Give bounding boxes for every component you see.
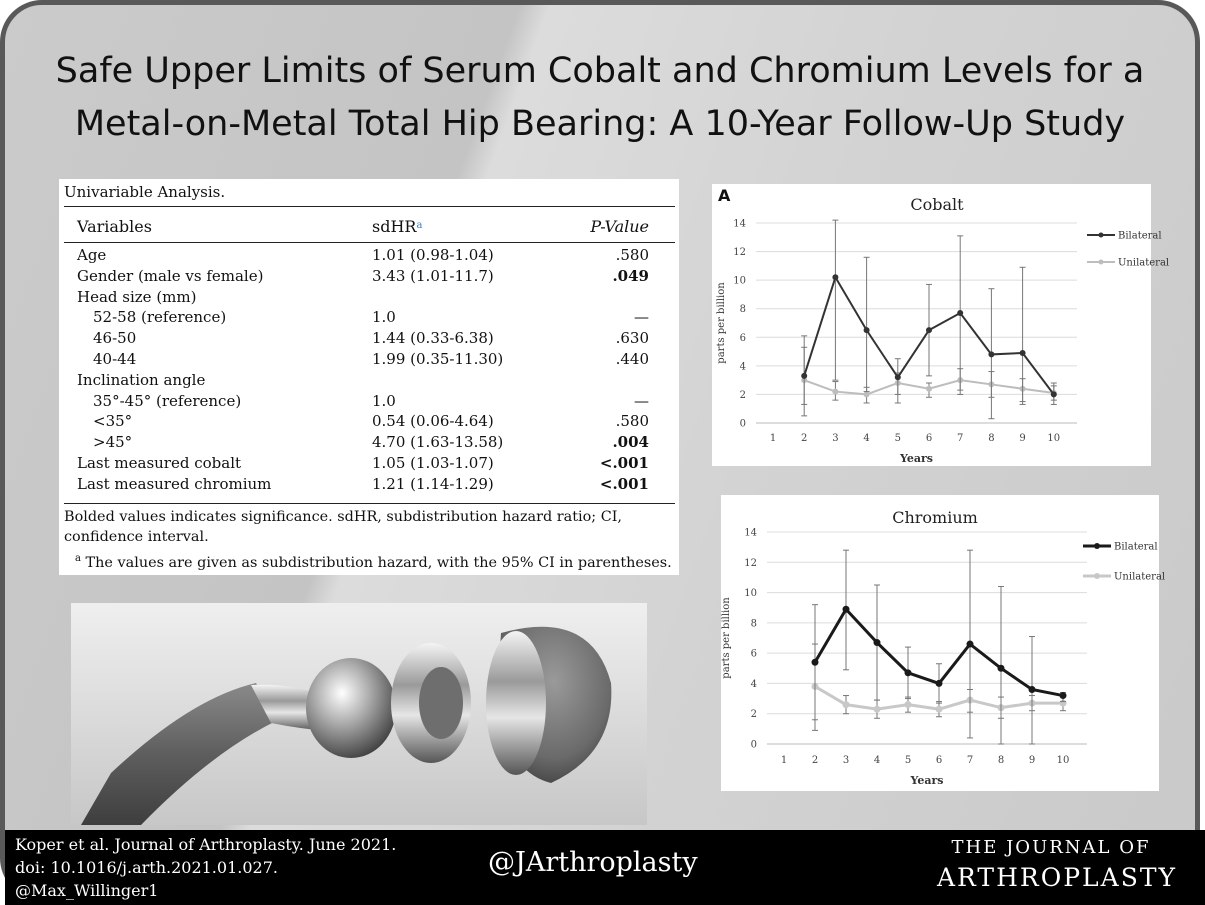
data-point <box>926 386 932 392</box>
citation <box>15 833 396 902</box>
legend-swatch-marker <box>1094 543 1100 549</box>
row-p-value: .580 <box>615 246 649 264</box>
y-tick-label: 6 <box>750 648 757 660</box>
table-row <box>59 245 679 266</box>
citation-line-2: doi: 10.1016/j.arth.2021.01.027. <box>15 858 278 877</box>
journal-handle: @JArthroplasty <box>488 847 698 878</box>
table-row <box>59 307 679 328</box>
data-point <box>843 606 850 613</box>
cobalt-chart-panel <box>712 184 1170 466</box>
data-point <box>967 641 974 648</box>
data-point <box>957 310 963 316</box>
sleeve-bore <box>419 667 463 739</box>
y-tick-label: 0 <box>739 418 746 430</box>
row-sdhr: 3.43 (1.01-11.7) <box>372 266 494 285</box>
x-tick-label: 7 <box>957 433 964 444</box>
x-tick-label: 9 <box>1028 755 1036 766</box>
citation-line-3: @Max_Willinger1 <box>15 881 159 900</box>
data-point <box>864 391 870 397</box>
univariable-table <box>59 179 679 575</box>
table-caption: Univariable Analysis. <box>64 183 226 201</box>
row-p-value: — <box>634 391 649 410</box>
row-variable: Head size (mm) <box>77 287 197 306</box>
table-row <box>59 266 679 287</box>
table-row <box>59 370 679 391</box>
table-top-rule <box>64 206 675 207</box>
row-variable: 35°-45° (reference) <box>93 391 242 410</box>
row-p-value: <.001 <box>599 454 649 472</box>
y-axis-title: parts per billion <box>721 597 732 679</box>
data-point <box>988 351 994 357</box>
row-variable: 52-58 (reference) <box>93 308 227 327</box>
legend-label: Bilateral <box>1114 541 1158 553</box>
row-p-value: .004 <box>612 433 649 452</box>
legend-swatch-marker <box>1094 573 1100 579</box>
title-line-2: Metal-on-Metal Total Hip Bearing: A 10-Year Follow-Up Study <box>74 104 1126 144</box>
x-axis-title: Years <box>910 774 944 787</box>
row-sdhr: 1.0 <box>372 308 396 327</box>
legend-swatch-marker <box>1099 233 1104 238</box>
y-tick-label: 10 <box>733 275 746 287</box>
row-variable: Age <box>77 246 107 264</box>
row-p-value: .049 <box>612 266 649 285</box>
row-variable: >45° <box>93 433 133 452</box>
row-sdhr: 1.0 <box>372 391 396 410</box>
row-p-value: .630 <box>615 329 649 348</box>
x-tick-label: 9 <box>1019 433 1026 444</box>
x-tick-label: 10 <box>1056 755 1070 766</box>
data-point <box>832 274 838 280</box>
x-tick-label: 2 <box>801 433 808 444</box>
table-row <box>59 474 679 495</box>
table-row <box>59 328 679 349</box>
legend-label: Unilateral <box>1118 257 1170 269</box>
table-row <box>59 349 679 370</box>
data-point <box>874 706 881 713</box>
cup-rim <box>486 631 546 775</box>
data-point <box>843 701 850 708</box>
y-axis-title: parts per billion <box>716 282 727 364</box>
row-sdhr: 1.21 (1.14-1.29) <box>372 474 494 493</box>
y-tick-label: 4 <box>750 678 757 690</box>
row-sdhr: 1.01 (0.98-1.04) <box>372 246 494 264</box>
note-footnote-text: The values are given as subdistribution hazard, with the 95% CI in parentheses. <box>85 554 672 571</box>
data-point <box>864 327 870 333</box>
row-variable: Inclination angle <box>77 370 206 389</box>
legend-swatch-marker <box>1099 260 1104 265</box>
chart-title: Cobalt <box>910 195 964 214</box>
data-point <box>801 373 807 379</box>
row-sdhr: 1.44 (0.33-6.38) <box>372 329 494 348</box>
table-header-row <box>59 216 679 237</box>
table-note-significance: Bolded values indicates significance. sdHR, subdistribution hazard ratio; CI, confidence interval. <box>64 509 623 545</box>
data-point <box>905 701 912 708</box>
y-tick-label: 0 <box>750 739 757 751</box>
row-sdhr: 1.05 (1.03-1.07) <box>372 454 494 472</box>
x-tick-label: 8 <box>988 433 995 444</box>
x-tick-label: 4 <box>863 433 870 444</box>
row-p-value: <.001 <box>599 474 649 493</box>
y-tick-label: 10 <box>744 588 757 600</box>
header-sdhr <box>372 216 422 237</box>
page-title <box>15 45 1185 151</box>
row-variable: Gender (male vs female) <box>77 266 264 285</box>
data-point <box>905 669 912 676</box>
header-sdhr-footnote-mark: a <box>416 220 423 231</box>
header-variables: Variables <box>77 217 152 236</box>
x-tick-label: 4 <box>873 755 881 766</box>
note-footnote-mark: a <box>75 553 81 564</box>
row-variable: Last measured cobalt <box>77 454 242 472</box>
y-tick-label: 8 <box>739 304 746 316</box>
x-tick-label: 3 <box>842 755 850 766</box>
row-variable: 40-44 <box>93 350 137 368</box>
row-sdhr: 4.70 (1.63-13.58) <box>372 433 504 452</box>
row-p-value: .580 <box>615 412 649 431</box>
x-tick-label: 3 <box>832 433 839 444</box>
row-variable: <35° <box>93 412 133 431</box>
footer-bar <box>5 830 1205 905</box>
table-row <box>59 411 679 432</box>
data-point <box>812 659 819 666</box>
data-point <box>1051 391 1057 397</box>
x-tick-label: 6 <box>925 433 933 444</box>
journal-logo-line-1: THE JOURNAL OF <box>951 837 1151 858</box>
y-tick-label: 14 <box>733 218 746 230</box>
chromium-chart-panel <box>721 495 1166 791</box>
y-tick-label: 14 <box>744 527 757 539</box>
x-tick-label: 5 <box>904 755 912 766</box>
data-point <box>832 389 838 395</box>
x-tick-label: 2 <box>811 755 819 766</box>
data-point <box>998 665 1005 672</box>
y-tick-label: 12 <box>733 247 746 259</box>
row-sdhr: 0.54 (0.06-4.64) <box>372 412 494 431</box>
journal-logo-line-2: ARTHROPLASTY <box>936 863 1177 892</box>
chromium-chart <box>721 495 1166 791</box>
y-tick-label: 8 <box>750 618 757 630</box>
y-tick-label: 2 <box>739 389 746 401</box>
x-tick-label: 7 <box>966 755 974 766</box>
data-point <box>926 327 932 333</box>
data-point <box>1020 350 1026 356</box>
hip-implant-image <box>71 603 647 825</box>
y-tick-label: 2 <box>750 709 757 721</box>
table-row <box>59 391 679 412</box>
x-axis-title: Years <box>899 452 934 465</box>
data-point <box>874 639 881 646</box>
citation-line-1: Koper et al. Journal of Arthroplasty. June 2021. <box>15 835 397 854</box>
x-tick-label: 6 <box>935 755 943 766</box>
title-line-1: Safe Upper Limits of Serum Cobalt and Chromium Levels for a <box>55 51 1145 91</box>
table-row <box>59 432 679 453</box>
row-p-value: .440 <box>615 350 649 368</box>
x-tick-label: 10 <box>1047 433 1061 444</box>
row-variable: Last measured chromium <box>77 474 272 493</box>
header-sdhr-text: sdHR <box>372 217 417 236</box>
y-tick-label: 12 <box>744 557 757 569</box>
row-p-value: — <box>634 308 649 327</box>
x-tick-label: 1 <box>780 755 788 766</box>
femoral-head-ball <box>306 658 396 758</box>
data-point <box>1029 686 1036 693</box>
panel-label: A <box>718 186 731 205</box>
y-tick-label: 6 <box>739 332 746 344</box>
chart-title: Chromium <box>892 508 978 527</box>
legend-label: Unilateral <box>1114 571 1166 583</box>
data-point <box>936 706 943 713</box>
y-tick-label: 4 <box>739 361 746 373</box>
row-sdhr: 1.99 (0.35-11.30) <box>372 350 504 368</box>
row-variable: 46-50 <box>93 329 137 348</box>
data-point <box>1060 692 1067 699</box>
table-row <box>59 453 679 474</box>
table-bottom-rule <box>64 503 675 504</box>
table-header-rule <box>64 242 675 243</box>
table-note-footnote <box>75 549 675 573</box>
data-point <box>895 374 901 380</box>
x-tick-label: 8 <box>997 755 1005 766</box>
data-point <box>936 680 943 687</box>
table-row <box>59 287 679 308</box>
x-tick-label: 5 <box>894 433 901 444</box>
cobalt-chart <box>712 184 1170 466</box>
legend-label: Bilateral <box>1118 230 1162 242</box>
x-tick-label: 1 <box>769 433 777 444</box>
header-p-value: P-Value <box>590 217 649 236</box>
